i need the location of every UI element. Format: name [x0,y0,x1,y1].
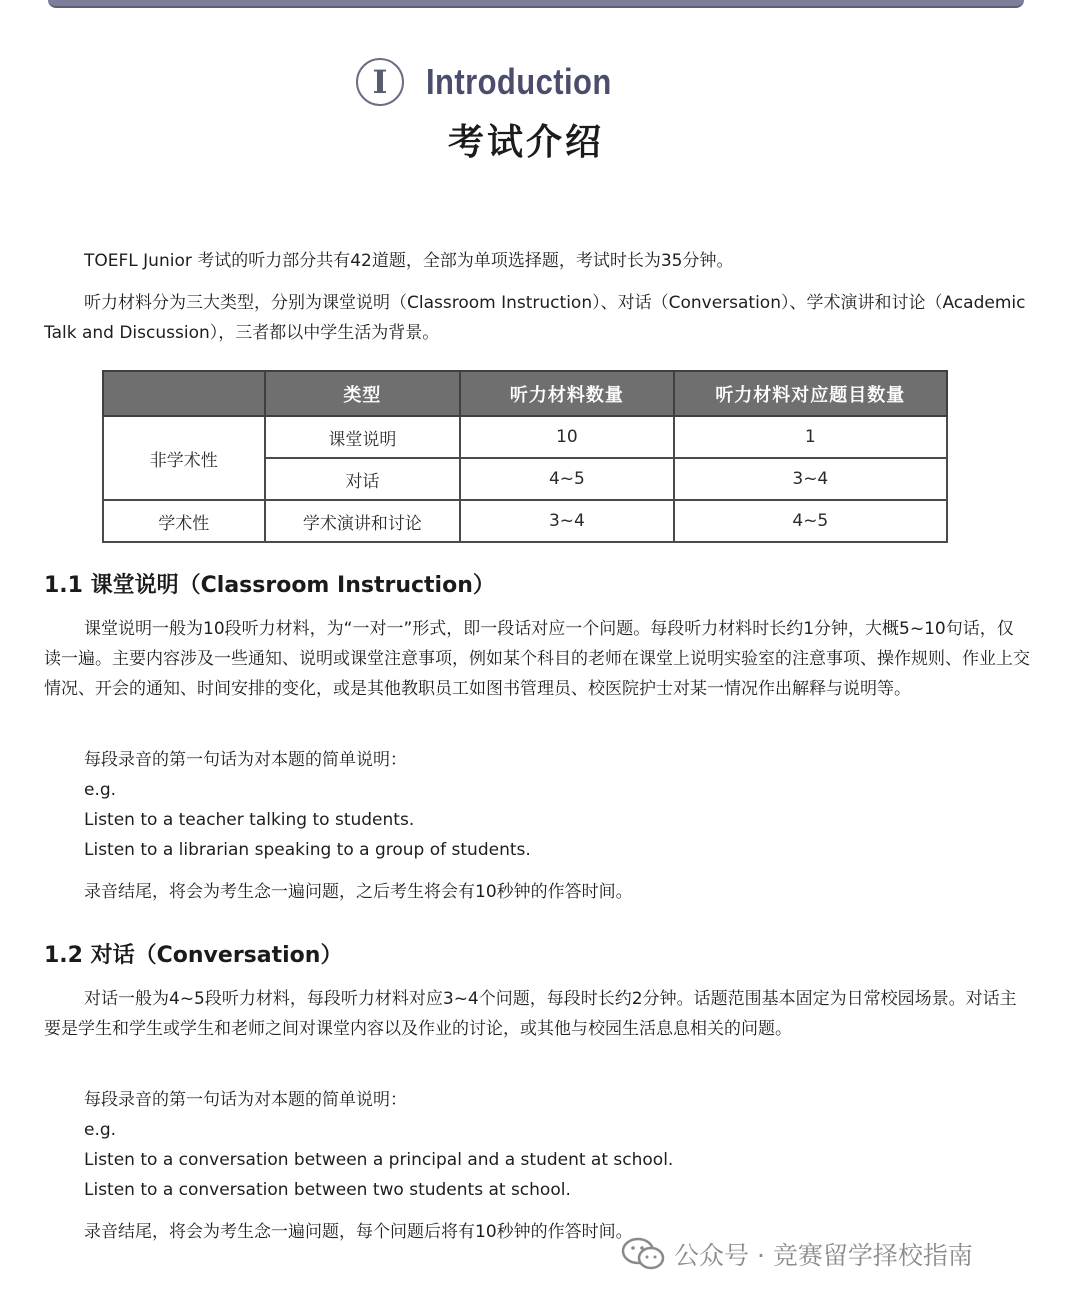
intro-paragraph-1: TOEFL Junior 考试的听力部分共有42道题，全部为单项选择题，考试时长为35分钟。 [84,251,734,271]
watermark [620,1234,973,1274]
section-1-1-eg: e.g. [84,780,117,800]
table-row [103,416,947,458]
section-1-2-title: 1.2 对话（Conversation） [44,943,343,968]
table-header-blank [103,371,265,416]
intro-paragraph-2: 听力材料分为三大类型，分别为课堂说明（Classroom Instruction）、对话（Conversation）、学术演讲和讨论（Academic Talk and Discussion），三者都以中学生活为背景。 [44,293,1026,343]
section-1-1-intro-line: 每段录音的第一句话为对本题的简单说明： [84,750,407,770]
section-1-2-example-2: Listen to a conversation between two students at school. [84,1180,571,1200]
group-academic: 学术性 [103,500,265,542]
table-header-row [103,371,947,416]
cell-count: 10 [460,416,674,458]
section-1-2-eg: e.g. [84,1120,117,1140]
section-1-1-body: 课堂说明一般为10段听力材料，为“一对一”形式，即一段话对应一个问题。每段听力材料时长约1分钟，大概5~10句话，仅读一遍。主要内容涉及一些通知、说明或课堂注意事项，例如某个科目的老师在课堂上说明实验室的注意事项、操作规则、作业上交情况、开会的通知、时间安排的变化，或是其他教职员工如图书管理员、校医院护士对某一情况作出解释与说明等。 [44,619,1030,699]
section-1-2-example-1: Listen to a conversation between a principal and a student at school. [84,1150,674,1170]
cell-count: 4~5 [460,458,674,500]
cell-type: 课堂说明 [265,416,461,458]
section-1-2-closing: 录音结尾，将会为考生念一遍问题，每个问题后将有10秒钟的作答时间。 [84,1222,633,1242]
cell-questions: 3~4 [674,458,947,500]
roman-numeral-badge: I [356,58,404,106]
table-row [103,500,947,542]
question-type-table [102,370,948,543]
cell-count: 3~4 [460,500,674,542]
wechat-icon [620,1236,668,1272]
group-non-academic: 非学术性 [103,416,265,500]
table-header-count: 听力材料数量 [460,371,674,416]
table-header-questions: 听力材料对应题目数量 [674,371,947,416]
section-1-2-intro-line: 每段录音的第一句话为对本题的简单说明： [84,1090,407,1110]
cell-questions: 4~5 [674,500,947,542]
cell-questions: 1 [674,416,947,458]
watermark-text: 公众号 · 竞赛留学择校指南 [674,1241,973,1270]
table-header-type: 类型 [265,371,461,416]
cell-type: 学术演讲和讨论 [265,500,461,542]
section-1-1-closing: 录音结尾，将会为考生念一遍问题，之后考生将会有10秒钟的作答时间。 [84,882,633,902]
section-1-1-example-1: Listen to a teacher talking to students. [84,810,415,830]
cell-type: 对话 [265,458,461,500]
title-english: Introduction [426,61,612,102]
section-1-1-title: 1.1 课堂说明（Classroom Instruction） [44,573,495,598]
section-1-2-body: 对话一般为4~5段听力材料，每段听力材料对应3~4个问题，每段时长约2分钟。话题范围基本固定为日常校园场景。对话主要是学生和学生或学生和老师之间对课堂内容以及作业的讨论，或其他与校园生活息息相关的问题。 [44,989,1017,1039]
section-1-1-example-2: Listen to a librarian speaking to a group of students. [84,840,531,860]
title-chinese: 考试介绍 [447,121,604,163]
top-decorative-band [48,0,1024,8]
